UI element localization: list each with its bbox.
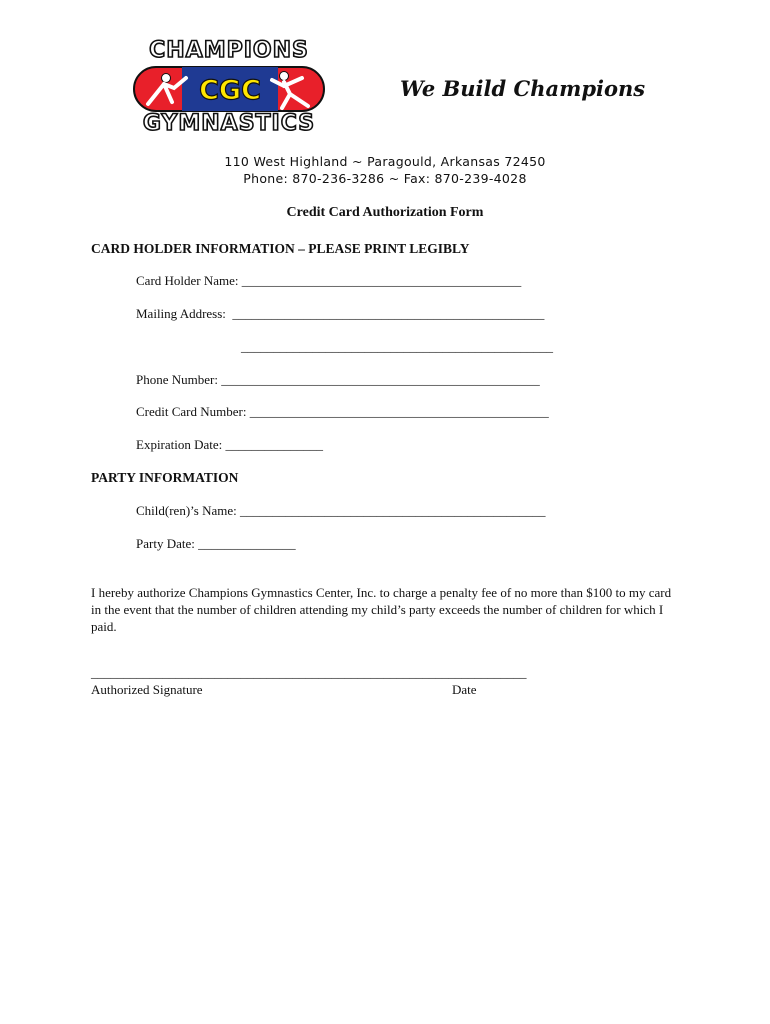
party-information-heading: PARTY INFORMATION	[91, 470, 239, 485]
tagline: We Build Champions	[400, 76, 646, 101]
card-holder-heading: CARD HOLDER INFORMATION – PLEASE PRINT LEGIBLY	[91, 241, 470, 256]
credit-card-number-field[interactable]: Credit Card Number: ______________________________________________	[136, 404, 549, 419]
address-line: 110 West Highland ~ Paragould, Arkansas 72450	[224, 154, 546, 169]
contact-line: Phone: 870-236-3286 ~ Fax: 870-239-4028	[243, 171, 527, 186]
phone-number-field[interactable]: Phone Number: _________________________________________________	[136, 372, 540, 387]
logo-top-text: CHAMPIONS	[149, 38, 309, 63]
mailing-address-line-2[interactable]: ________________________________________________	[241, 339, 553, 354]
logo-badge-text: CGC	[199, 75, 261, 106]
children-name-field[interactable]: Child(ren)’s Name: _______________________________________________	[136, 503, 546, 518]
logo-badge	[132, 64, 326, 114]
logo-gymnast-right-icon	[280, 72, 289, 81]
form-title: Credit Card Authorization Form	[286, 205, 484, 220]
party-date-field[interactable]: Party Date: _______________	[136, 536, 296, 551]
logo-bottom-text: GYMNASTICS	[142, 111, 316, 136]
card-holder-name-field[interactable]: Card Holder Name: ___________________________________________	[136, 273, 522, 288]
authorization-paragraph: I hereby authorize Champions Gymnastics Center, Inc. to charge a penalty fee of no more than $100 to my card in the event that the number of children attending my child’s party exceeds the number of children for which I paid.	[91, 585, 672, 634]
signature-line[interactable]: ___________________________________________________________________	[91, 665, 527, 680]
expiration-date-field[interactable]: Expiration Date: _______________	[136, 437, 324, 452]
date-label: Date	[452, 682, 477, 697]
logo-gymnast-left-icon	[162, 74, 171, 83]
signature-label: Authorized Signature	[91, 682, 203, 697]
champions-gymnastics-logo	[130, 38, 328, 138]
mailing-address-field[interactable]: Mailing Address: ________________________________________________	[136, 306, 545, 321]
